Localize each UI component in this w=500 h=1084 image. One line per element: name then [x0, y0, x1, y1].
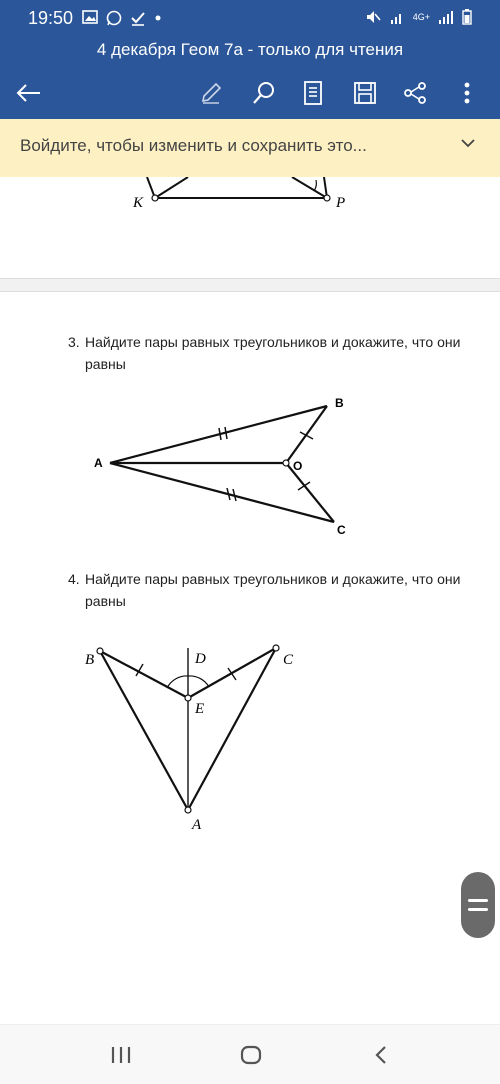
more-options-button[interactable] — [452, 78, 482, 108]
status-system-icons — [365, 9, 472, 25]
vertex-label-k: K — [133, 195, 144, 211]
scroll-handle[interactable] — [461, 872, 495, 938]
vertex-label-b: B — [335, 396, 344, 410]
mobile-view-icon — [302, 81, 324, 105]
question-4 — [68, 568, 493, 612]
question-text: Найдите пары равных треугольников и докажите, что они равны — [85, 571, 461, 609]
battery-icon — [462, 9, 472, 25]
share-icon — [403, 81, 427, 105]
vertex-label-d: D — [195, 651, 206, 667]
wifi-signal-icon — [389, 9, 405, 25]
home-button[interactable] — [236, 1041, 266, 1069]
previous-figure — [120, 177, 360, 217]
whatsapp-icon — [106, 10, 122, 26]
vertex-label-p: P — [336, 195, 346, 211]
back-nav-button[interactable] — [366, 1041, 396, 1069]
vertex-label-a: A — [94, 456, 103, 470]
system-navigation-bar — [0, 1024, 500, 1084]
question-number: 4. — [68, 571, 80, 587]
sign-in-banner[interactable] — [0, 119, 500, 177]
status-time: 19:50 — [28, 8, 74, 28]
chevron-down-icon[interactable] — [460, 137, 476, 149]
app-header — [0, 0, 500, 119]
figure-question-4 — [80, 640, 310, 840]
vertex-label-b: B — [85, 652, 95, 668]
status-notification-icons — [82, 10, 162, 26]
arrow-left-icon — [15, 83, 41, 103]
mute-icon — [365, 9, 381, 25]
home-icon — [239, 1045, 263, 1065]
vertex-label-e: E — [195, 701, 205, 717]
vertex-label-a: A — [192, 817, 202, 833]
more-vertical-icon — [462, 81, 472, 105]
page-divider — [0, 278, 500, 292]
document-title: 4 декабря Геом 7а - только для чтения — [96, 40, 404, 59]
recent-apps-button[interactable] — [106, 1041, 136, 1069]
vertex-label-o: O — [293, 459, 303, 473]
share-button[interactable] — [400, 78, 430, 108]
pencil-icon — [199, 81, 223, 105]
back-button[interactable] — [13, 78, 43, 108]
network-type: 4G+ — [412, 12, 430, 22]
sign-in-banner-text: Войдите, чтобы изменить и сохранить это... — [20, 136, 367, 155]
edit-button[interactable] — [196, 78, 226, 108]
vertex-label-c: C — [337, 523, 346, 537]
download-done-icon — [130, 10, 146, 26]
question-text: Найдите пары равных треугольников и докажите, что они равны — [85, 334, 461, 372]
handle-grip-line — [468, 899, 488, 902]
dot-icon — [154, 10, 162, 26]
search-button[interactable] — [249, 78, 279, 108]
recent-apps-icon — [110, 1046, 132, 1064]
search-icon — [252, 81, 276, 105]
save-button[interactable] — [350, 78, 380, 108]
reading-view-button[interactable] — [298, 78, 328, 108]
toolbar — [0, 72, 500, 114]
signal-icon — [438, 9, 454, 25]
save-icon — [353, 81, 377, 105]
chevron-left-icon — [373, 1045, 389, 1065]
question-3 — [68, 331, 493, 375]
handle-grip-line — [468, 908, 488, 911]
vertex-label-c: C — [283, 652, 294, 668]
status-bar — [0, 0, 500, 36]
figure-question-3 — [90, 392, 360, 542]
gallery-icon — [82, 10, 98, 24]
question-number: 3. — [68, 334, 80, 350]
